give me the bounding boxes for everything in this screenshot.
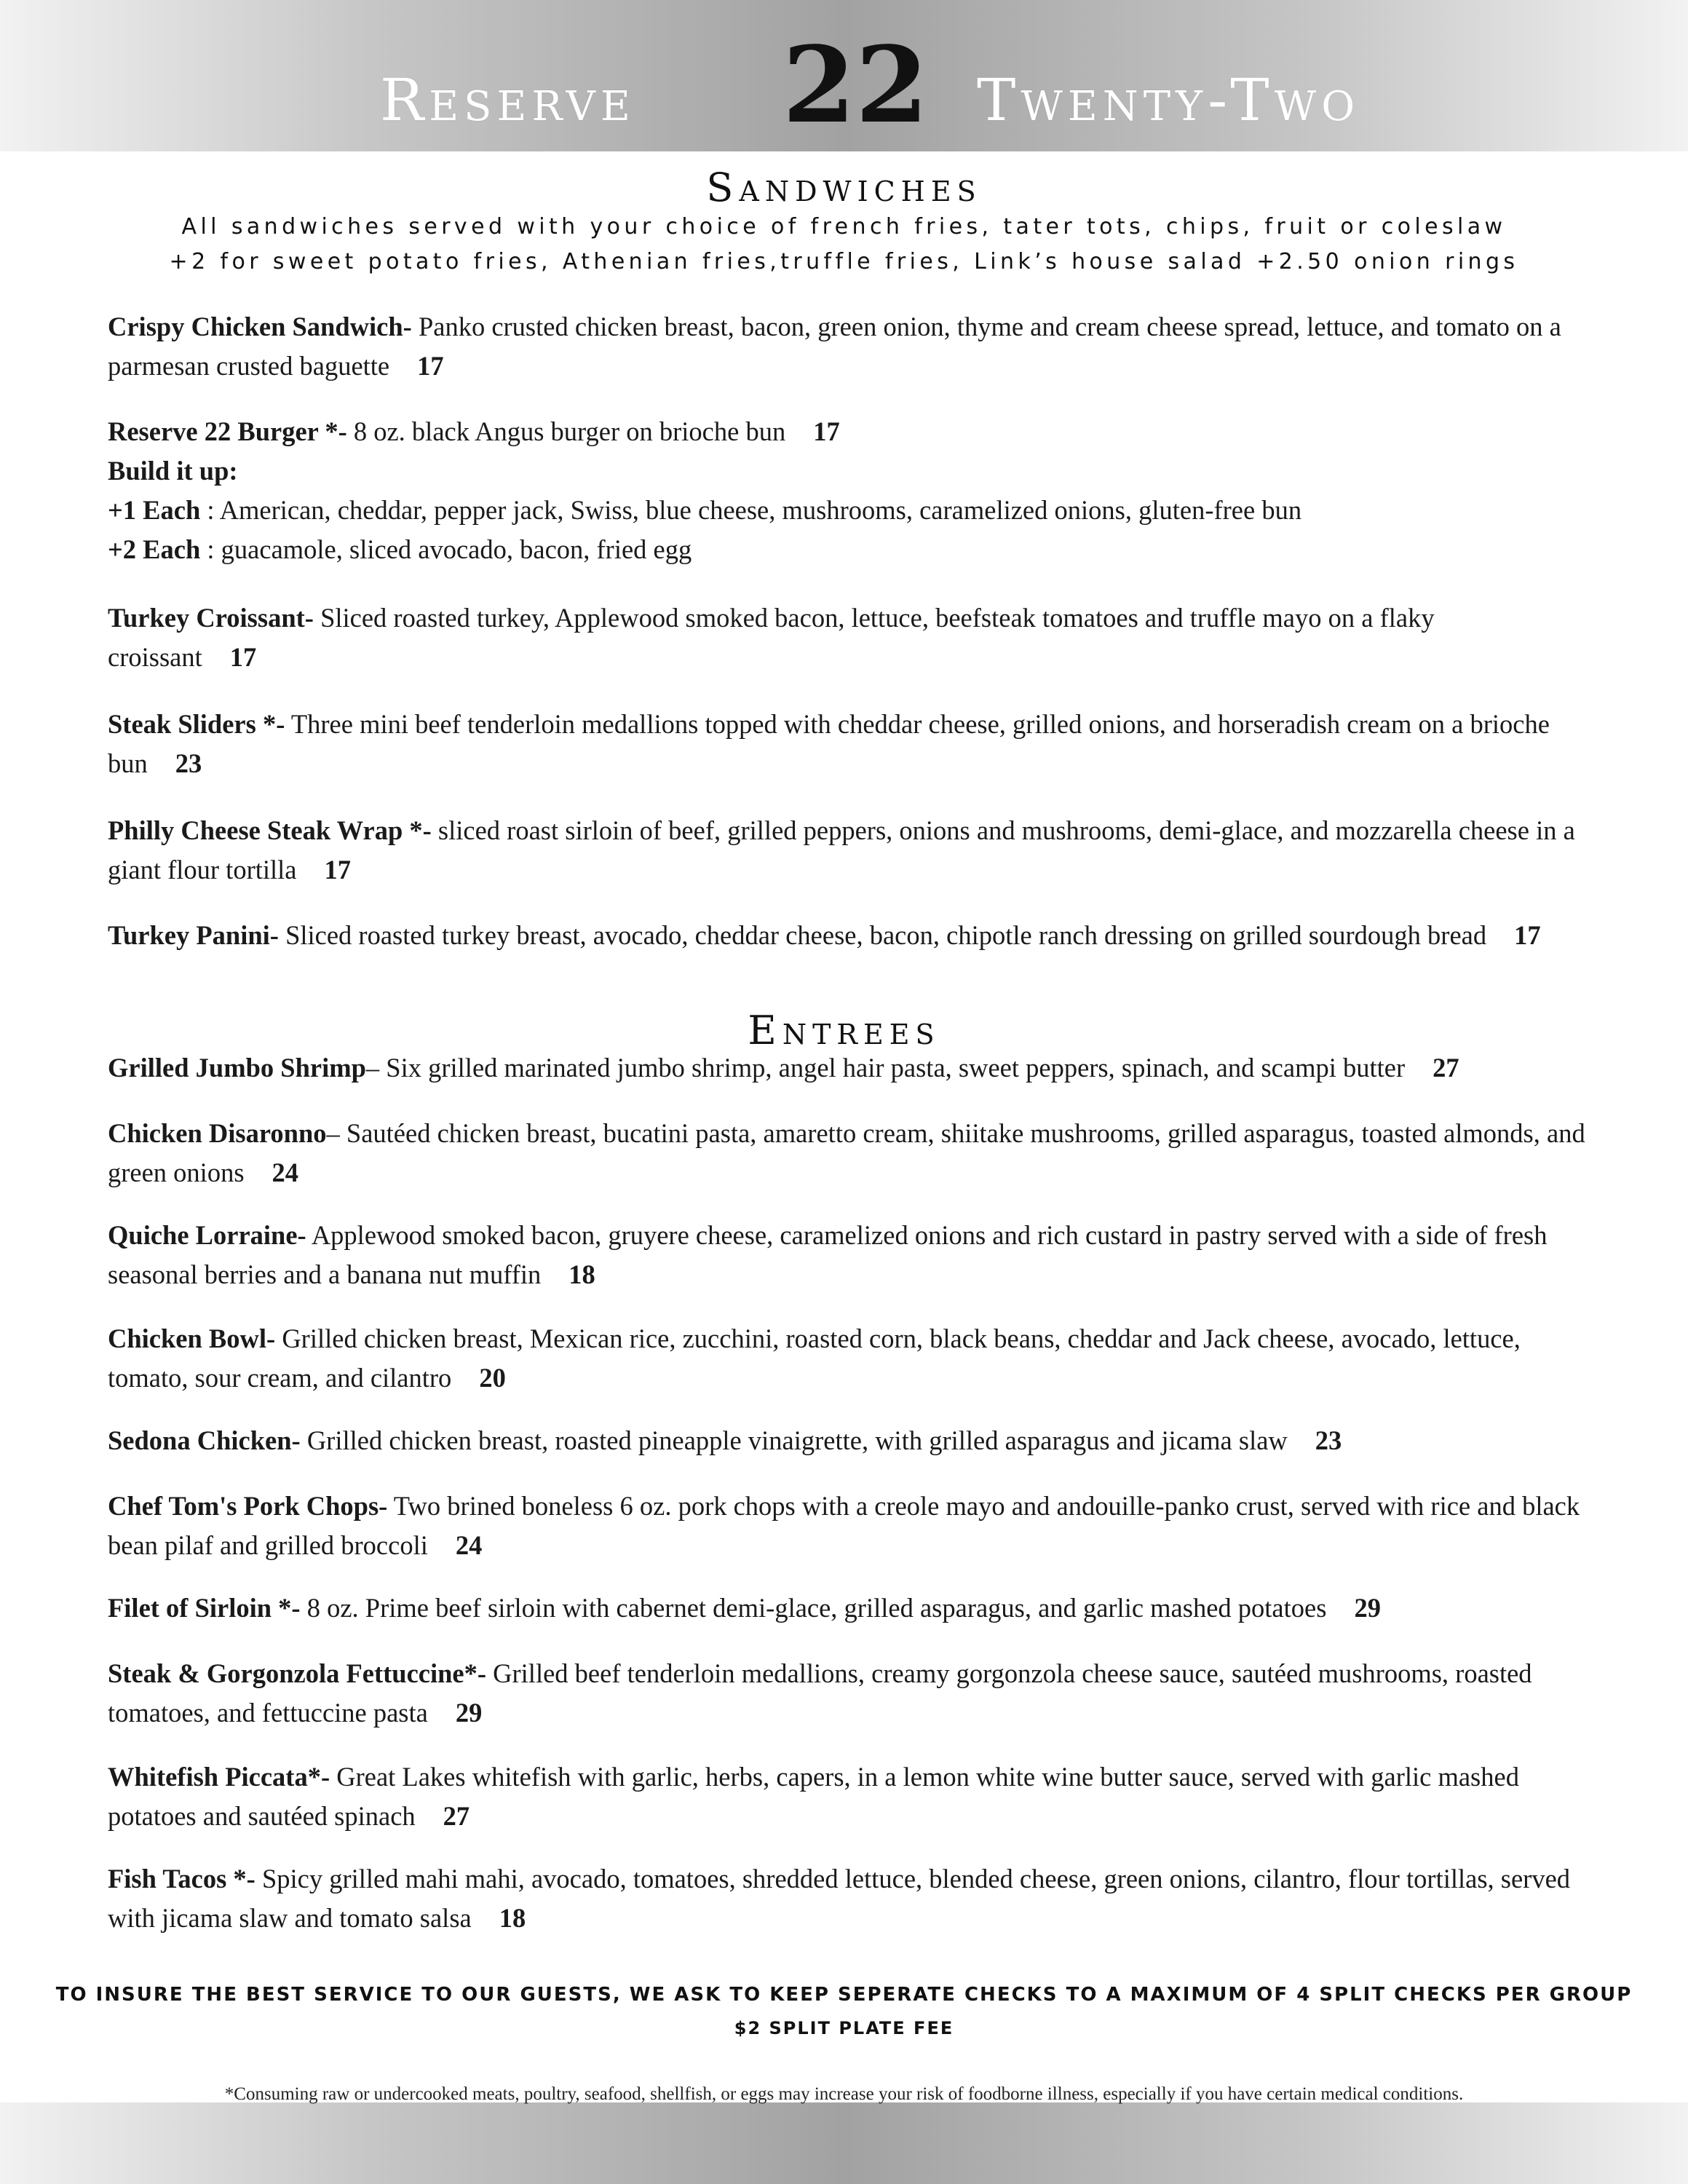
item-price: 17 xyxy=(1514,920,1541,950)
sandwiches-sides-note: All sandwiches served with your choice of french fries, tater tots, chips, fruit or coleslaw xyxy=(181,214,1507,240)
item-name: Reserve 22 Burger *- xyxy=(108,416,347,446)
item-price: 23 xyxy=(175,748,202,778)
item-price: 17 xyxy=(813,416,840,446)
item-price: 18 xyxy=(499,1903,526,1933)
item-description: – Sautéed chicken breast, bucatini pasta, amaretto cream, shiitake mushrooms, grilled asparagus, toasted almonds, and green onions xyxy=(108,1118,1585,1187)
item-description: Panko crusted chicken breast, bacon, green onion, thyme and cream cheese spread, lettuce, and tomato on a parmesan crusted baguette xyxy=(108,312,1561,381)
item-description: 8 oz. Prime beef sirloin with cabernet demi-glace, grilled asparagus, and garlic mashed potatoes xyxy=(300,1593,1327,1623)
menu-item-chef-toms-pork-chops xyxy=(108,1487,1585,1565)
item-description: – Six grilled marinated jumbo shrimp, angel hair pasta, sweet peppers, spinach, and scampi butter xyxy=(365,1053,1406,1083)
item-description: Three mini beef tenderloin medallions topped with cheddar cheese, grilled onions, and horseradish cream on a brioche bun xyxy=(108,709,1550,778)
menu-item-philly-cheese-steak-wrap xyxy=(108,811,1585,890)
item-description: 8 oz. black Angus burger on brioche bun xyxy=(346,416,786,446)
add-on-label: +2 Each xyxy=(108,534,201,564)
menu-item-whitefish-piccata xyxy=(108,1757,1585,1836)
menu-item-crispy-chicken-sandwich xyxy=(108,307,1585,386)
item-name: Philly Cheese Steak Wrap *- xyxy=(108,815,432,845)
menu-item-reserve-22-burger xyxy=(108,412,1585,569)
item-price: 23 xyxy=(1315,1425,1342,1455)
item-price: 29 xyxy=(1354,1593,1381,1623)
add-on-list: : guacamole, sliced avocado, bacon, fried egg xyxy=(200,534,692,564)
item-name: Filet of Sirloin *- xyxy=(108,1593,301,1623)
item-description: Grilled beef tenderloin medallions, creamy gorgonzola cheese sauce, sautéed mushrooms, roasted tomatoes, and fettuccine pasta xyxy=(108,1658,1532,1728)
menu-item-sedona-chicken xyxy=(108,1421,1585,1460)
menu-item-quiche-lorraine xyxy=(108,1216,1585,1294)
item-name: Crispy Chicken Sandwich- xyxy=(108,312,412,341)
entrees-heading: Entrees xyxy=(748,1008,940,1053)
sandwiches-upcharge-note: +2 for sweet potato fries, Athenian fries,truffle fries, Link’s house salad +2.50 onion rings xyxy=(169,249,1519,274)
item-description: Sliced roasted turkey, Applewood smoked bacon, lettuce, beefsteak tomatoes and truffle mayo on a flaky croissant xyxy=(108,603,1435,672)
item-price: 20 xyxy=(479,1363,506,1393)
add-on-label: +1 Each xyxy=(108,495,201,525)
sandwiches-heading: Sandwiches xyxy=(706,165,982,210)
separate-checks-note: TO INSURE THE BEST SERVICE TO OUR GUESTS, WE ASK TO KEEP SEPERATE CHECKS TO A MAXIMUM OF 4 SPLIT CHECKS PER GROUP xyxy=(55,1984,1633,2006)
add-on-list: : American, cheddar, pepper jack, Swiss, blue cheese, mushrooms, caramelized onions, gluten-free bun xyxy=(200,495,1302,525)
menu-item-chicken-bowl xyxy=(108,1319,1585,1398)
brand-number: 22 xyxy=(782,23,929,146)
brand-left-text: Reserve xyxy=(380,66,635,134)
menu-item-steak-sliders xyxy=(108,705,1585,783)
menu-item-filet-of-sirloin xyxy=(108,1588,1585,1628)
add-on-plus-one xyxy=(108,491,1585,530)
item-description: Applewood smoked bacon, gruyere cheese, caramelized onions and rich custard in pastry served with a side of fresh seasonal berries and a banana nut muffin xyxy=(108,1220,1548,1289)
item-price: 24 xyxy=(272,1158,299,1187)
item-name: Grilled Jumbo Shrimp xyxy=(108,1053,366,1083)
item-name: Whitefish Piccata*- xyxy=(108,1762,330,1792)
item-description: Two brined boneless 6 oz. pork chops with a creole mayo and andouille-panko crust, served with rice and black bean pilaf and grilled broccoli xyxy=(108,1491,1580,1560)
item-price: 17 xyxy=(324,855,351,885)
item-description: Sliced roasted turkey breast, avocado, cheddar cheese, bacon, chipotle ranch dressing on grilled sourdough bread xyxy=(278,920,1487,950)
food-safety-disclaimer: *Consuming raw or undercooked meats, poultry, seafood, shellfish, or eggs may increase your risk of foodborne illness, especially if you have certain medical conditions. xyxy=(224,2084,1464,2104)
item-name: Sedona Chicken- xyxy=(108,1425,301,1455)
footer-band xyxy=(0,2102,1688,2184)
build-it-up-label: Build it up: xyxy=(108,456,238,486)
item-description: Grilled chicken breast, Mexican rice, zucchini, roasted corn, black beans, cheddar and Jack cheese, avocado, lettuce, tomato, sour cream, and cilantro xyxy=(108,1324,1521,1393)
item-name: Chicken Bowl- xyxy=(108,1324,276,1353)
item-name: Steak Sliders *- xyxy=(108,709,285,739)
menu-item-steak-gorgonzola-fettuccine xyxy=(108,1654,1585,1733)
menu-item-turkey-croissant xyxy=(108,598,1585,677)
menu-item-chicken-disaronno xyxy=(108,1114,1585,1192)
item-price: 29 xyxy=(455,1698,483,1728)
menu-item-turkey-panini xyxy=(108,916,1585,955)
burger-line xyxy=(108,412,1585,451)
item-price: 17 xyxy=(229,642,257,672)
menu-item-grilled-jumbo-shrimp xyxy=(108,1048,1585,1088)
item-name: Quiche Lorraine- xyxy=(108,1220,306,1250)
add-on-plus-two xyxy=(108,530,1585,569)
item-price: 27 xyxy=(1433,1053,1459,1083)
item-name: Turkey Croissant- xyxy=(108,603,314,633)
item-description: Great Lakes whitefish with garlic, herbs, capers, in a lemon white wine butter sauce, served with garlic mashed potatoes and sautéed spinach xyxy=(108,1762,1519,1831)
split-plate-fee-note: $2 SPLIT PLATE FEE xyxy=(734,2018,954,2038)
brand-right-text: Twenty-Two xyxy=(977,66,1360,134)
item-description: sliced roast sirloin of beef, grilled peppers, onions and mushrooms, demi-glace, and mozzarella cheese in a giant flour tortilla xyxy=(108,815,1575,885)
item-name: Chef Tom's Pork Chops- xyxy=(108,1491,388,1521)
item-name: Turkey Panini- xyxy=(108,920,279,950)
item-name: Fish Tacos *- xyxy=(108,1864,255,1894)
item-description: Grilled chicken breast, roasted pineapple vinaigrette, with grilled asparagus and jicama slaw xyxy=(300,1425,1288,1455)
menu-item-fish-tacos xyxy=(108,1859,1585,1938)
item-name: Steak & Gorgonzola Fettuccine*- xyxy=(108,1658,487,1688)
item-price: 24 xyxy=(455,1530,483,1560)
item-price: 27 xyxy=(443,1801,470,1831)
item-price: 17 xyxy=(417,351,444,381)
item-description: Spicy grilled mahi mahi, avocado, tomatoes, shredded lettuce, blended cheese, green onions, cilantro, flour tortillas, served with jicama slaw and tomato salsa xyxy=(108,1864,1571,1933)
item-name: Chicken Disaronno xyxy=(108,1118,327,1148)
item-price: 18 xyxy=(568,1259,595,1289)
